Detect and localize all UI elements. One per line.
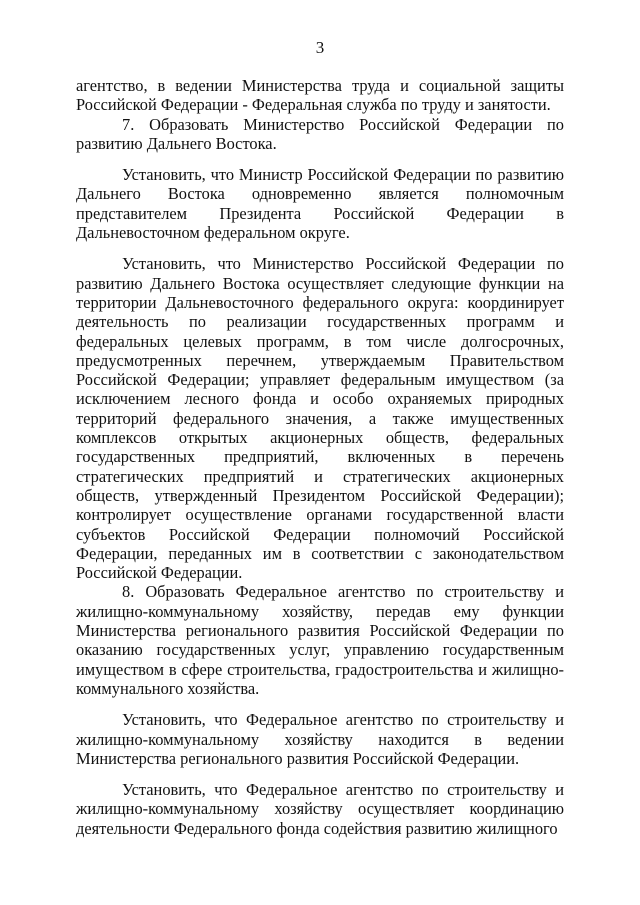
paragraph-ministry-functions: Установить, что Министерство Российской Федерации по развитию Дальнего Востока осуществляет следующие функции на территории Дальневосточного федерального округа: координирует деятельность по реализации государственных программ и федеральных целевых программ, в том числе долгосрочных, предусмотренных перечнем, утверждаемым Правительством Российской Федерации; управляет федеральным имуществом (за исключением лесного фонда и особо охраняемых природных территорий федерального значения, а также имущественных комплексов открытых акционерных обществ, федеральных государственных предприятий, включенных в перечень стратегических предприятий и стратегических акционерных обществ, утвержденный Президентом Российской Федерации); контролирует осуществление органами государственной власти субъектов Российской Федерации полномочий Российской Федерации, переданных им в соответствии с законодательством Российской Федерации.	[76, 254, 564, 583]
paragraph-minister-representative: Установить, что Министр Российской Федерации по развитию Дальнего Востока одновременно является полномочным представителем Президента Российской Федерации в Дальневосточном федеральном округе.	[76, 165, 564, 243]
page-number: 3	[315, 38, 325, 57]
paragraph-agency-jurisdiction: Установить, что Федеральное агентство по строительству и жилищно-коммунальному хозяйству находится в ведении Министерства регионального развития Российской Федерации.	[76, 710, 564, 768]
paragraph-item-8: 8. Образовать Федеральное агентство по строительству и жилищно-коммунальному хозяйству, передав ему функции Министерства регионального развития Российской Федерации по оказанию государственных услуг, управлению государственным имуществом в сфере строительства, градостроительства и жилищно-коммунального хозяйства.	[76, 582, 564, 698]
document-body	[76, 76, 564, 838]
paragraph-item-7: 7. Образовать Министерство Российской Федерации по развитию Дальнего Востока.	[76, 114, 564, 153]
paragraph-continuation: агентство, в ведении Министерства труда и социальной защиты Российской Федерации - Федеральная служба по труду и занятости.	[76, 76, 564, 115]
paragraph-agency-coordination: Установить, что Федеральное агентство по строительству и жилищно-коммунальному хозяйству осуществляет координацию деятельности Федерального фонда содействия развитию жилищного	[76, 780, 564, 838]
